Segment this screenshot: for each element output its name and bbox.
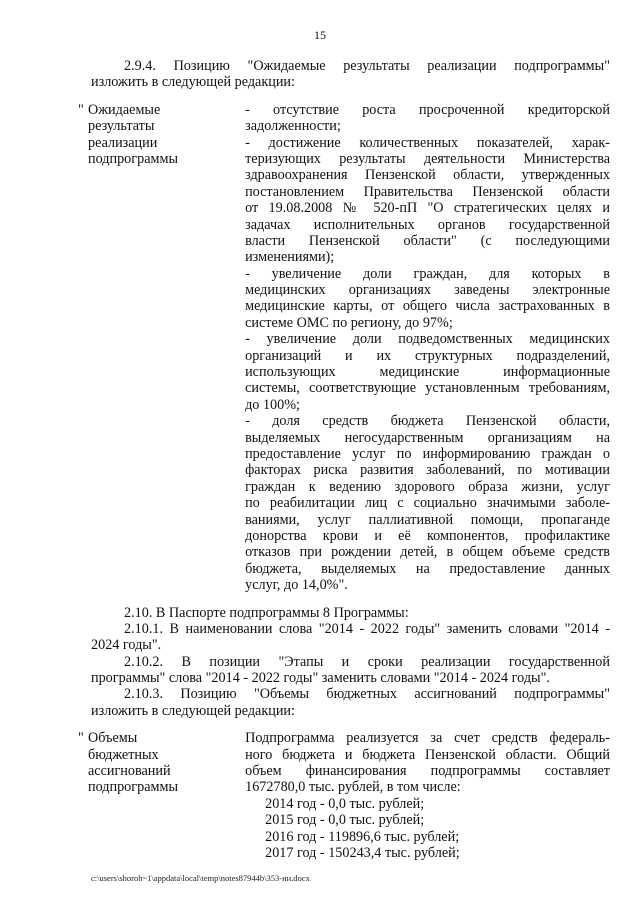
opening-quote: " [78,101,84,118]
text-line: медицинские карты, от общего числа застрахованных в [245,298,610,315]
text-line: изложить в следующей редакции: [91,74,295,91]
text-line: отказов при рождении детей, в общем объеме средств [245,544,610,561]
page-number: 15 [314,28,326,42]
text-line: факторах риска развития заболеваний, по мотивации [245,462,610,479]
text-line: 2.10.3. Позицию "Объемы бюджетных ассигнований подпрограммы" [124,686,610,703]
text-line: - доля средств бюджета Пензенской области, [245,413,610,430]
text-line: задолженности; [245,118,341,135]
text-line: от 19.08.2008 № 520-пП "О стратегических целях и [245,200,610,217]
table-text [245,102,610,594]
text-line: - достижение количественных показателей, харак- [245,134,610,151]
text-line: 2.10. В Паспорте подпрограммы 8 Программы: [124,604,409,621]
text-line: изменениями); [245,249,335,266]
text-line: 2.9.4. Позицию "Ожидаемые результаты реализации подпрограммы" [124,58,610,74]
text-line: бюджета, выделяемых на предоставление данных [245,560,610,577]
paragraph-2-9-4 [91,58,610,91]
text-line: предоставление услуг по информированию граждан о [245,445,610,462]
text-line: граждан к ведению здорового образа жизни, услуг [245,478,610,495]
document-body [78,58,610,861]
text-line: теризующих результаты деятельности Министерства [245,150,610,167]
paragraph-2-10-3 [91,686,610,719]
label-line: подпрограммы [88,150,178,167]
text-line: медицинских организациях заведены электронные [245,282,610,299]
paragraph-2-10-1 [91,621,610,654]
text-line: здравоохранения Пензенской области, утвержденных [245,167,610,184]
year-line: 2017 год - 150243,4 тыс. рублей; [265,844,460,861]
text-line: услуг, до 14,0%". [245,577,348,594]
file-path-footer: c:\users\shoroh~1\appdata\local\temp\notes87944b\353-ин.docx [91,873,310,883]
text-line: программы" слова "2014 - 2022 годы" заменить словами "2014 - 2024 годы". [91,670,550,687]
text-line: 2.10.1. В наименовании слова "2014 - 2022 годы" заменить словами "2014 - [124,620,610,637]
text-line: ного бюджета и бюджета Пензенской области. Общий [245,746,610,763]
year-line: 2014 год - 0,0 тыс. рублей; [265,795,425,812]
table-label [88,102,245,594]
year-line: 2016 год - 119896,6 тыс. рублей; [265,828,460,845]
text-line: - увеличение доли подведомственных медицинских [245,331,610,348]
text-line: до 100%; [245,396,300,413]
budget-allocations-table [78,730,610,861]
paragraph-2-10 [91,605,610,621]
text-line: системы, соответствующие установленным требованиям, [245,380,610,397]
label-line: результаты [88,118,155,135]
text-line: объем финансирования подпрограммы составляет [245,763,610,780]
paragraph-2-10-2 [91,654,610,687]
label-line: ассигнований [88,763,171,780]
label-line: подпрограммы [88,779,178,796]
text-line: - отсутствие роста просроченной кредиторской [245,101,610,118]
text-line: постановлением Правительства Пензенской области [245,183,610,200]
text-line: выделяемых негосударственным организациям на [245,429,610,446]
text-line: системе ОМС по региону, до 97%; [245,314,453,331]
label-line: бюджетных [88,746,159,763]
text-line: использующих медицинские информационные [245,364,610,381]
text-line: 2024 годы". [91,637,162,654]
expected-results-table [78,101,610,594]
opening-quote: " [78,730,84,747]
text-line: донорства крови и её компонентов, профилактике [245,527,610,544]
text-line: изложить в следующей редакции: [91,702,295,719]
text-line: 1672780,0 тыс. рублей, в том числе: [245,779,461,796]
text-line: по реабилитации лиц с социально значимыми заболе- [245,495,610,512]
table-label [88,730,245,861]
label-line: реализации [88,134,158,151]
label-line: Объемы [88,730,138,747]
text-line: 2.10.2. В позиции "Этапы и сроки реализации государственной [124,653,610,670]
label-line: Ожидаемые [88,101,161,118]
year-line: 2015 год - 0,0 тыс. рублей; [265,812,425,829]
text-line: Подпрограмма реализуется за счет средств федераль- [245,730,610,747]
table-text [245,730,610,861]
text-line: ваниями, услуг паллиативной помощи, пропаганде [245,511,610,528]
text-line: власти Пензенской области" (с последующими [245,232,610,249]
text-line: - увеличение доли граждан, для которых в [245,265,610,282]
text-line: задачах исполнительных органов государственной [245,216,610,233]
text-line: организаций и их структурных подразделений, [245,347,610,364]
